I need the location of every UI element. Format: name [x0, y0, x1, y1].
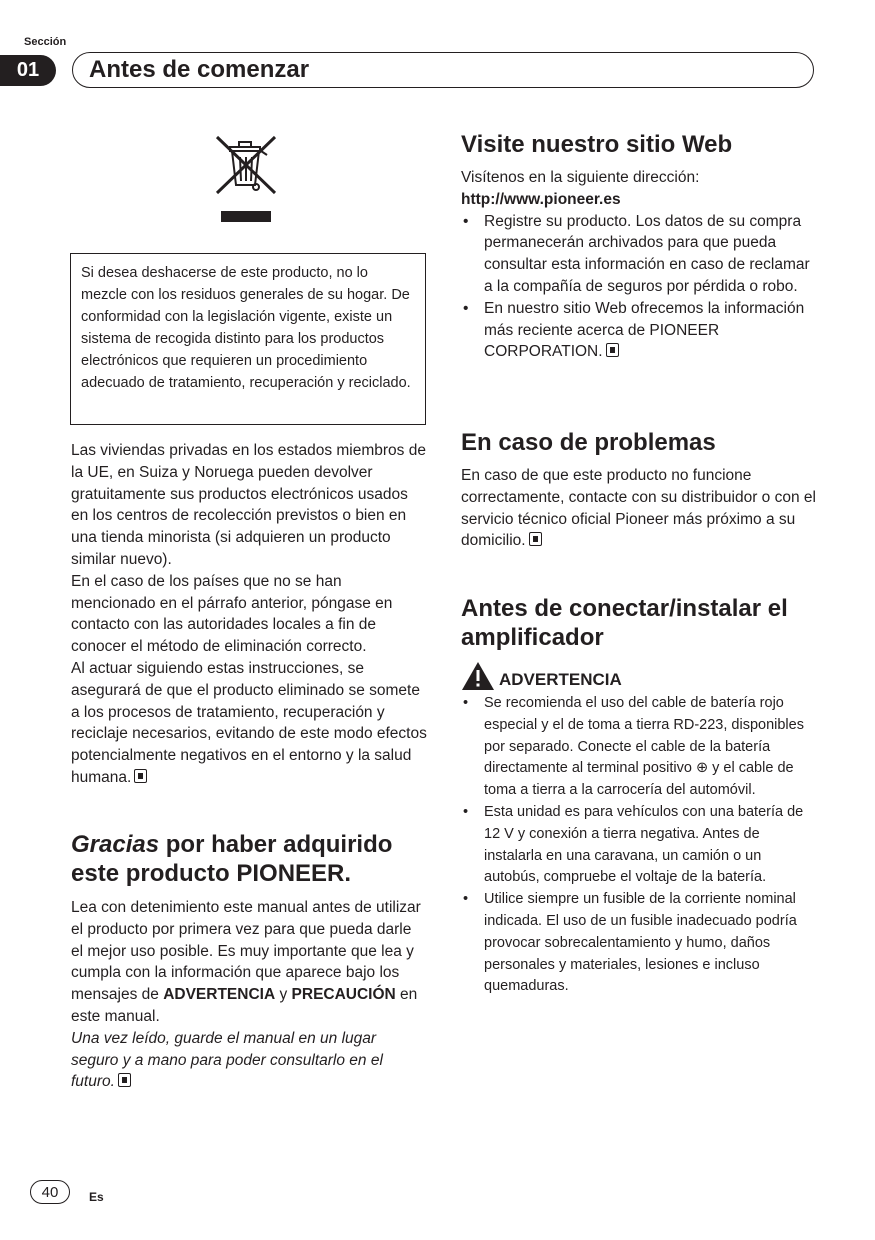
thanks-paragraph [71, 897, 427, 1028]
disposal-paragraph-3 [71, 658, 427, 789]
warning-bullet-list [461, 693, 817, 998]
amplifier-section [461, 594, 817, 998]
disposal-paragraph-3-text: Al actuar siguiendo estas instrucciones, se asegurará de que el producto eliminado se somete a los procesos de tratamiento, recuperación y reciclaje necesarios, evitando de este modo efectos potencialmente negativos en el entorno y la salud humana. [71, 659, 427, 786]
end-mark-icon [606, 343, 619, 357]
website-bullet-list [461, 211, 817, 364]
positive-terminal-symbol: ⊕ [695, 760, 709, 777]
section-label: Sección [24, 36, 67, 48]
website-heading: Visite nuestro sitio Web [461, 131, 733, 158]
thanks-heading [71, 830, 427, 888]
end-mark-icon [529, 532, 542, 546]
thanks-bold-caution: PRECAUCIÓN [291, 986, 396, 1004]
disposal-notice-box: Si desea deshacerse de este producto, no lo mezcle con los residuos generales de su hogar. De conformidad con la legislación vigente, existe un sistema de recogida distinto para los productos electrónicos que requieren un procedimiento adecuado de tratamiento, recuperación y reciclado. [70, 253, 426, 425]
warning-header [461, 661, 817, 691]
thanks-text-part-3: en este manual. [71, 986, 418, 1025]
thanks-italic-paragraph [71, 1028, 427, 1093]
thanks-section [71, 830, 427, 1093]
list-item: • Esta unidad es para vehículos con una batería de 12 V y conexión a tierra negativa. Antes de instalarla en una caravana, un camión o un autobús, compruebe el voltaje de la batería. [461, 802, 817, 889]
problems-section [461, 428, 817, 552]
disposal-paragraph-1: Las viviendas privadas en los estados miembros de la UE, en Suiza y Noruega pueden devolver gratuitamente sus productos electrónicos usados en los centros de recolección previstos o bien en una tienda minorista (si adquieren un producto similar nuevo). [71, 442, 426, 568]
chapter-title [72, 52, 814, 88]
problems-text: En caso de que este producto no funcione correctamente, contacte con su distribuidor o con el servicio técnico oficial Pioneer más próximo a su domicilio. [461, 467, 816, 550]
website-section [461, 130, 817, 363]
problems-paragraph [461, 465, 817, 552]
warning-bullet-1-part-a: Se recomienda el uso del cable de batería rojo especial y el de toma a tierra RD-223, disponibles por separado. Conecte el cable de la batería directamente al terminal positivo [484, 695, 804, 777]
thanks-heading-rest: por haber adquirido este producto PIONEER. [71, 831, 393, 887]
section-number-badge: 01 [0, 55, 56, 86]
thanks-text-part-2: y [275, 986, 292, 1004]
list-item-text: En nuestro sitio Web ofrecemos la información más reciente acerca de PIONEER CORPORATION. [484, 299, 805, 361]
thanks-bold-warning: ADVERTENCIA [163, 986, 276, 1004]
list-item [461, 298, 817, 363]
list-item: • Utilice siempre un fusible de la corriente nominal indicada. El uso de un fusible inadecuado podría provocar sobrecalentamiento y humo, daños personales y materiales, lesiones e incluso quemaduras. [461, 889, 817, 998]
language-code: Es [89, 1190, 104, 1204]
page-number: 40 [30, 1180, 70, 1204]
weee-disposal-icon [212, 133, 280, 225]
website-url: http://www.pioneer.es [461, 190, 621, 208]
warning-triangle-icon [461, 661, 495, 691]
amplifier-heading: Antes de conectar/instalar el amplificador [461, 595, 788, 651]
end-mark-icon [118, 1073, 131, 1087]
thanks-text-part-1: Lea con detenimiento este manual antes de utilizar el producto por primera vez para que pueda darle el mejor uso posible. Es muy importante que lea y cumpla con la información que aparece bajo los mensajes de [71, 899, 421, 1004]
warning-label: ADVERTENCIA [499, 670, 622, 690]
list-item: • Registre su producto. Los datos de su compra permanecerán archivados para que pueda consultar esta información en caso de reclamar a la compañía de seguros por pérdida o robo. [461, 211, 817, 298]
end-mark-icon [134, 769, 147, 783]
thanks-heading-italic: Gracias [71, 831, 160, 858]
thanks-italic-text: Una vez leído, guarde el manual en un lugar seguro y a mano para poder consultarlo en el futuro. [71, 1029, 383, 1091]
disposal-paragraph-2: En el caso de los países que no se han mencionado en el párrafo anterior, póngase en contacto con las autoridades locales a fin de conocer el método de eliminación correcto. [71, 572, 393, 656]
list-item [461, 693, 817, 802]
website-intro: Visítenos en la siguiente dirección: [461, 169, 700, 186]
disposal-text-block [71, 440, 427, 789]
warning-bullet-1-part-b: y el cable de toma a tierra a la carrocería del automóvil. [484, 760, 794, 799]
chapter-title-text: Antes de comenzar [89, 56, 310, 83]
problems-heading: En caso de problemas [461, 429, 716, 456]
